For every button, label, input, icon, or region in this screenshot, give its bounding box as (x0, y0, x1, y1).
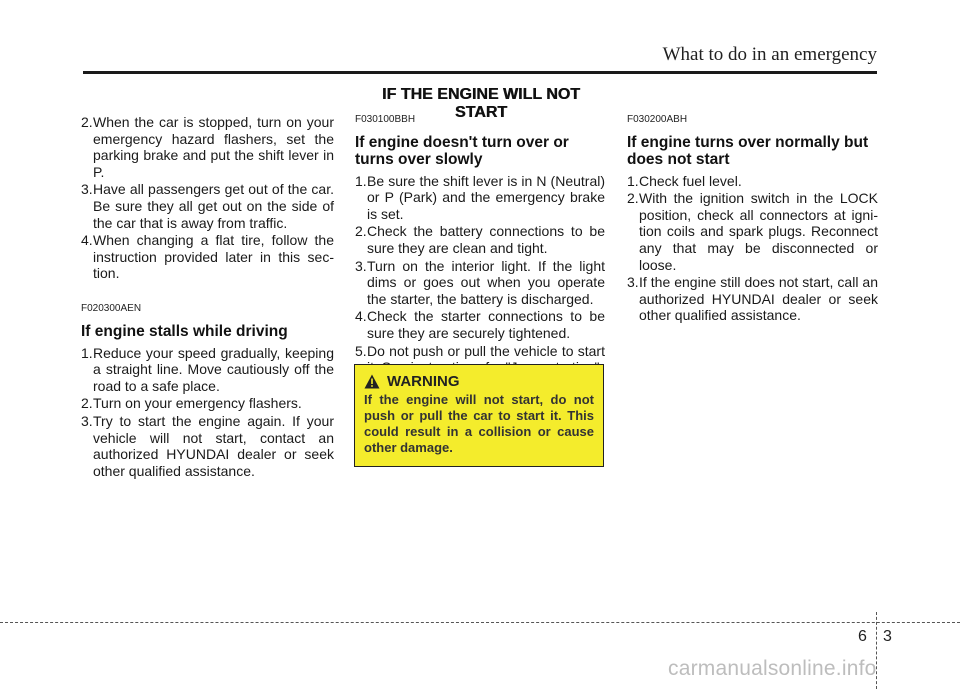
list-no-start-steps (627, 173, 878, 324)
list-item: 2. With the ignition switch in the LOCK position, check all connectors at igni-tion coils and spark plugs. Reconnect any that may be disconnected or loose. (627, 190, 878, 273)
warning-box (354, 364, 604, 467)
list-item: 5. Do not push or pull the vehicle to start (355, 342, 605, 359)
list-item: 4. Check the starter connections to be sure they are securely tightened. (355, 308, 605, 341)
list-continued-steps (81, 114, 334, 282)
column-left (81, 114, 334, 480)
column-middle (355, 112, 605, 377)
list-item: 2. When the car is stopped, turn on your emergency hazard flashers, set the parking brake and put the shift lever in P. (81, 114, 334, 180)
page-number: 3 (883, 628, 892, 645)
section-code: F020300AEN (81, 302, 142, 314)
list-item: 3. If the engine still does not start, call an authorized HYUNDAI dealer or seek other qualified assistance. (627, 274, 878, 324)
list-item: 4. When changing a flat tire, follow the instruction provided later in this sec-tion. (81, 232, 334, 282)
header-title: What to do in an emergency (662, 44, 877, 65)
list-item: 1. Reduce your speed gradually, keeping a straight line. Move cautiously off the road to a safe place. (81, 344, 334, 394)
watermark: carmanualsonline.info (668, 657, 877, 680)
list-item: 1. Check fuel level. (627, 172, 742, 189)
list-item: 3. Try to start the engine again. If your vehicle will not start, contact an authorized HYUNDAI dealer or seek other qualified assistance. (81, 412, 334, 479)
list-item: 2. Check the battery connections to be sure they are clean and tight. (355, 223, 605, 256)
subheading-turns-no-start: If engine turns over normally but does not start (627, 133, 869, 168)
list-no-turn-steps (355, 173, 605, 376)
subheading-engine-stalls: If engine stalls while driving (81, 322, 288, 340)
warning-triangle-icon (364, 374, 380, 389)
list-item: 2. Turn on your emergency flashers. (81, 395, 302, 412)
section-title: IF THE ENGINE WILL NOT START (382, 86, 580, 121)
list-stall-steps (81, 345, 334, 480)
footer-rule (0, 622, 960, 623)
list-item: 3. Have all passengers get out of the car. Be sure they all get out on the side of the car that is away from traffic. (81, 181, 334, 231)
section-code: F030100BBH (355, 114, 416, 125)
warning-header (364, 373, 594, 390)
warning-text: If the engine will not start, do not push or pull the car to start it. This could result in a collision or cause other damage. (364, 392, 594, 455)
warning-title: WARNING (387, 373, 460, 390)
column-right (627, 112, 878, 325)
subheading-engine-no-turn: If engine doesn't turn over or turns over slowly (355, 133, 569, 168)
list-item: 3. Turn on the interior light. If the light dims or goes out when you operate the starter, the battery is discharged. (355, 257, 605, 307)
chapter-number: 6 (858, 628, 867, 645)
list-item: 1. Be sure the shift lever is in N (Neutral) or P (Park) and the emergency brake is set. (355, 172, 605, 222)
header-rule (83, 71, 877, 74)
section-code: F030200ABH (627, 114, 688, 125)
